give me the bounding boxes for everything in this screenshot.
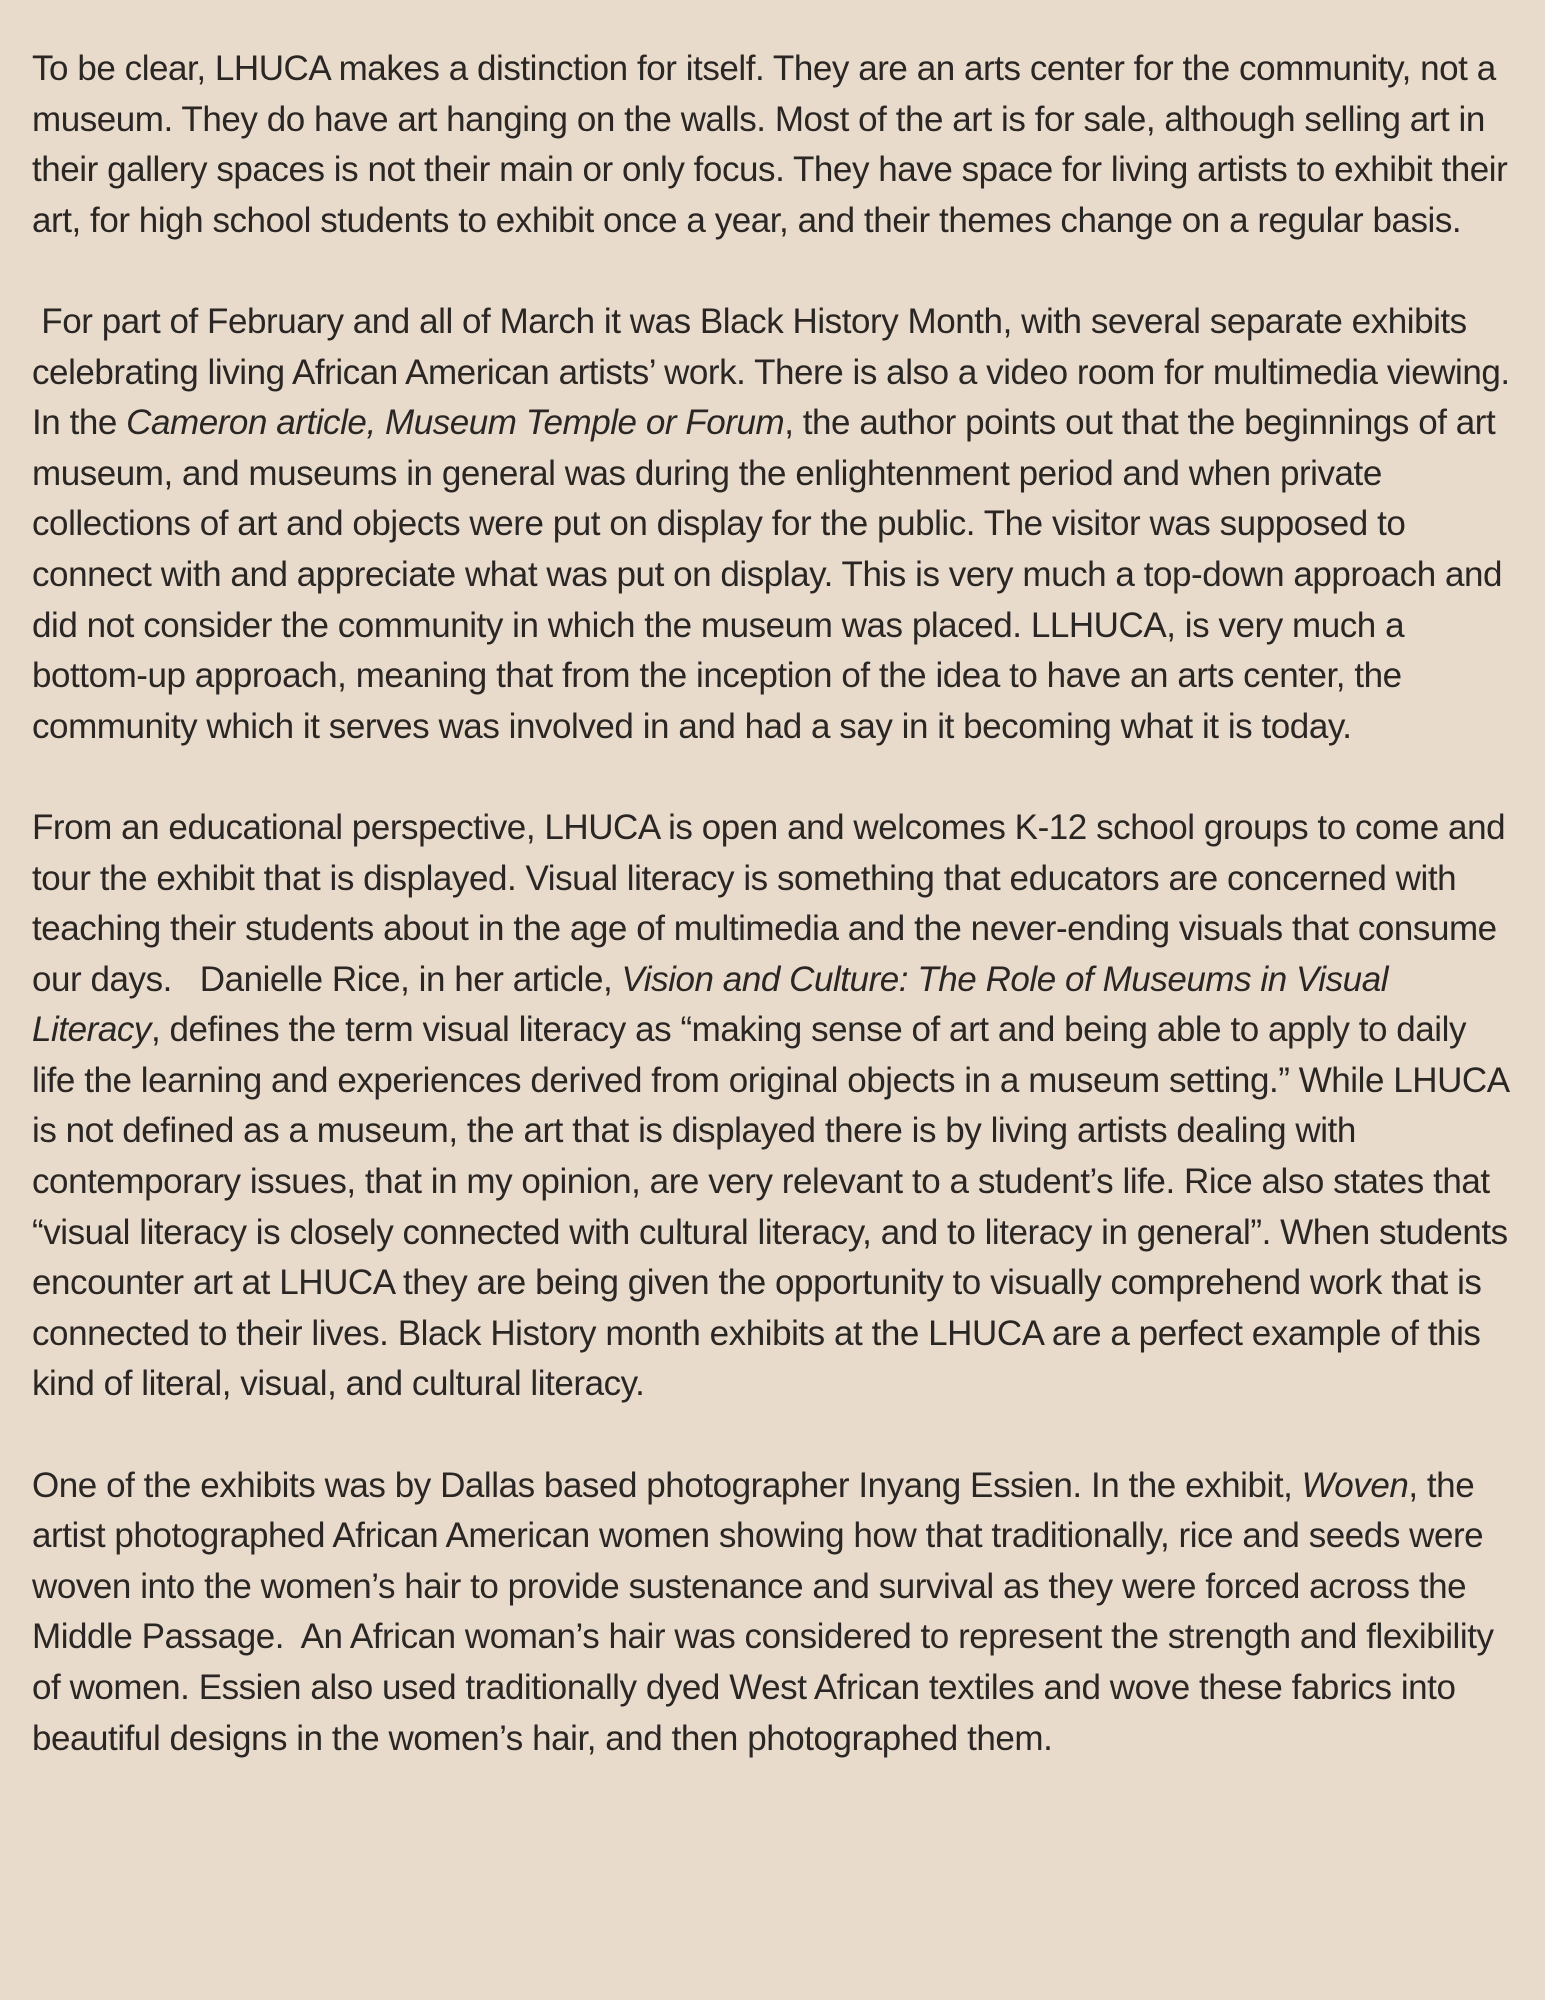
paragraph-text: One of the exhibits was by Dallas based photographer Inyang Essien. In the exhibit, — [32, 1465, 1302, 1505]
paragraph-text: From an educational perspective, LHUCA is open and welcomes K-12 school groups to come and tour the exhibit that is displayed. Visual literacy is something that educators are concerned with teaching their students about in the age of multimedia and the never-ending visuals that consume our days. Danielle Rice, in her article, — [32, 807, 1515, 999]
paragraph-lhuca-distinction — [32, 44, 1517, 246]
paragraph-text: , the artist photographed African American women showing how that traditionally, rice and seeds were woven into the women’s hair to provide sustenance and survival as they were forced across the Middle Passage. An African woman’s hair was considered to represent the strength and flexibility of women. Essien also used traditionally dyed West African textiles and wove these fabrics into beautiful designs in the women’s hair, and then photographed them. — [32, 1465, 1503, 1758]
paragraph-text: , defines the term visual literacy as “making sense of art and being able to apply to daily life the learning and experiences derived from original objects in a museum setting.” While LHUCA is not defined as a museum, the art that is displayed there is by living artists dealing with contemporary issues, that in my opinion, are very relevant to a student’s life. Rice also states that “visual literacy is closely connected with cultural literacy, and to literacy in general”. When students encounter art at LHUCA they are being given the opportunity to visually comprehend work that is connected to their lives. Black History month exhibits at the LHUCA are a perfect example of this kind of literal, visual, and cultural literacy. — [32, 1010, 1518, 1404]
paragraph-text: For part of February and all of March it was Black History Month, with several separate exhibits celebrating living African American artists’ work. There is also a video room for multimedia viewing. In the — [32, 301, 1519, 443]
article-title-cameron: Cameron article, Museum Temple or Forum — [126, 403, 785, 443]
paragraph-woven-exhibit — [32, 1461, 1517, 1765]
paragraph-educational-perspective — [32, 803, 1517, 1410]
paragraph-text: To be clear, LHUCA makes a distinction for itself. They are an arts center for the community, not a museum. They do have art hanging on the walls. Most of the art is for sale, although selling art in their gallery spaces is not their main or only focus. They have space for living artists to exhibit their art, for high school students to exhibit once a year, and their themes change on a regular basis. — [32, 49, 1517, 240]
exhibit-title-woven: Woven — [1301, 1465, 1409, 1505]
paragraph-text: , the author points out that the beginnings of art museum, and museums in general was during the enlightenment period and when private collections of art and objects were put on display for the public. The visitor was supposed to connect with and appreciate what was put on display. This is very much a top-down approach and did not consider the community in which the museum was placed. LLHUCA, is very much a bottom-up approach, meaning that from the inception of the idea to have an arts center, the community which it serves was involved in and had a say in it becoming what it is today. — [32, 403, 1512, 746]
article-title-rice: Vision and Culture: The Role of Museums in Visual Literacy — [32, 959, 1398, 1050]
paragraph-black-history-month — [32, 297, 1517, 752]
